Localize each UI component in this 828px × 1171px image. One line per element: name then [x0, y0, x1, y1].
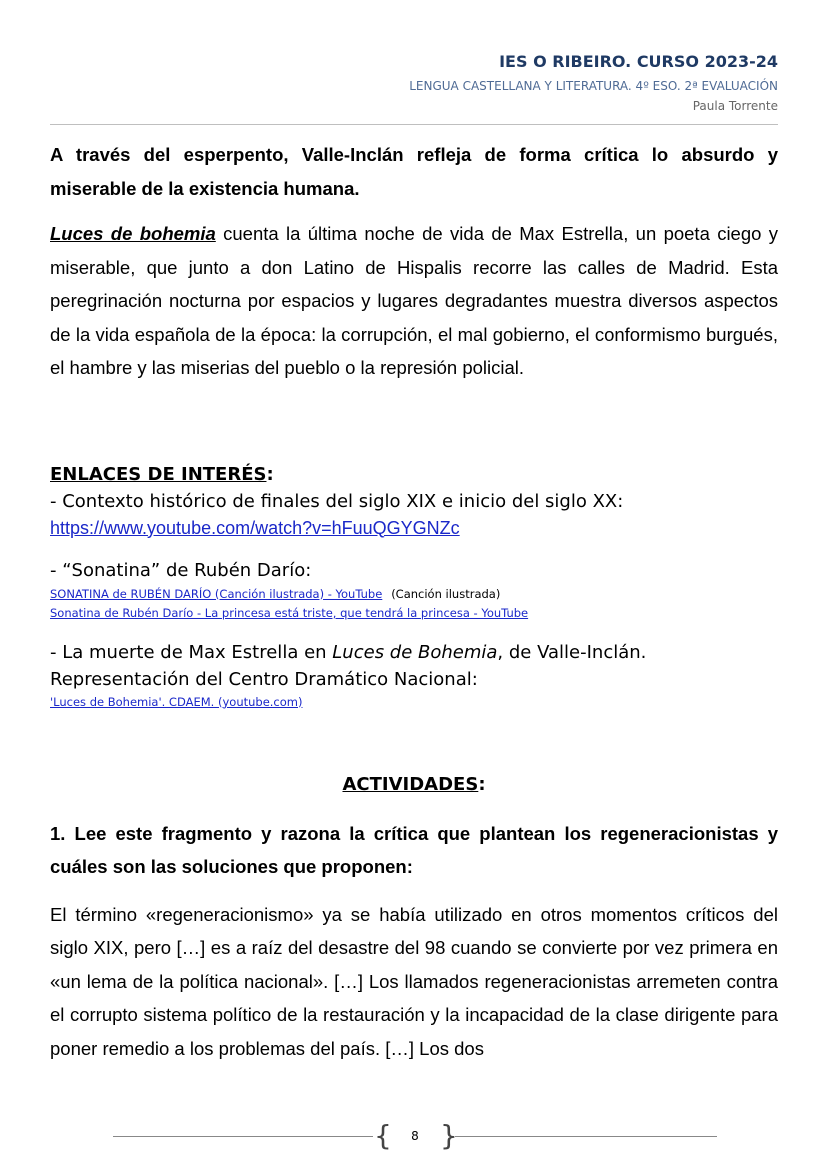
footer-brace-right: }	[440, 1119, 458, 1152]
page-header	[409, 52, 778, 116]
page-footer	[0, 1119, 828, 1155]
link-item-3[interactable]: 'Luces de Bohemia'. CDAEM. (youtube.com)	[50, 694, 303, 709]
links-title: ENLACES DE INTERÉS:	[50, 463, 274, 485]
link-item-3-text: - La muerte de Max Estrella en Luces de Bohemia, de Valle-Inclán.	[50, 641, 647, 663]
page-number: 8	[411, 1129, 419, 1143]
footer-line-left	[113, 1136, 373, 1137]
activity-1-text: El término «regeneracionismo» ya se había utilizado en otros momentos críticos del siglo XIX, pero […] es a raíz del desastre del 98 cuando se convierte por vez primera en «un lema de la política nacional». […] Los llamados regeneracionistas arremeten contra el corrupto sistema político de la restauración y la incapacidad de la clase dirigente para poner remedio a los problemas del país. […] Los dos	[50, 903, 778, 1059]
intro-summary	[50, 217, 778, 385]
link-item-2a-row	[50, 584, 778, 604]
work-title: Luces de bohemia	[50, 223, 216, 244]
summary-text: cuenta la última noche de vida de Max Estrella, un poeta ciego y miserable, que junto a don Latino de Hispalis recorre las calles de Madrid. Esta peregrinación nocturna por espacios y lugares degradantes muestra diversos aspectos de la vida española de la época: la corrupción, el mal gobierno, el conformismo burgués, el hambre y las miserias del pueblo o la represión policial.	[50, 223, 778, 378]
document-body	[50, 136, 778, 1065]
activities-title: ACTIVIDADES:	[342, 773, 486, 795]
intro-statement: A través del esperpento, Valle-Inclán refleja de forma crítica lo absurdo y miserable de la existencia humana.	[50, 144, 778, 199]
link-item-2a-note: (Canción ilustrada)	[391, 586, 501, 601]
link-item-2a[interactable]: SONATINA de RUBÉN DARÍO (Canción ilustrada) - YouTube	[50, 586, 383, 601]
footer-line-right	[455, 1136, 717, 1137]
link-item-1-text: - Contexto histórico de finales del siglo XIX e inicio del siglo XX:	[50, 490, 624, 512]
author-name: Paula Torrente	[692, 99, 778, 113]
header-divider	[50, 124, 778, 125]
link-item-2-text: - “Sonatina” de Rubén Darío:	[50, 559, 312, 581]
links-section	[50, 461, 778, 712]
link-item-2b[interactable]: Sonatina de Rubén Darío - La princesa está triste, que tendrá la princesa - YouTube	[50, 605, 529, 620]
subject-line: LENGUA CASTELLANA Y LITERATURA. 4º ESO. 2ª EVALUACIÓN	[409, 79, 778, 93]
link-item-1[interactable]: https://www.youtube.com/watch?v=hFuuQGYGNZc	[50, 517, 460, 538]
footer-brace-left: {	[374, 1119, 392, 1152]
activity-1-question: 1. Lee este fragmento y razona la crítica que plantean los regeneracionistas y cuáles son las soluciones que proponen:	[50, 822, 778, 877]
school-name: IES O RIBEIRO. CURSO 2023-24	[499, 52, 778, 71]
link-item-3-subtext: Representación del Centro Dramático Nacional:	[50, 668, 478, 690]
